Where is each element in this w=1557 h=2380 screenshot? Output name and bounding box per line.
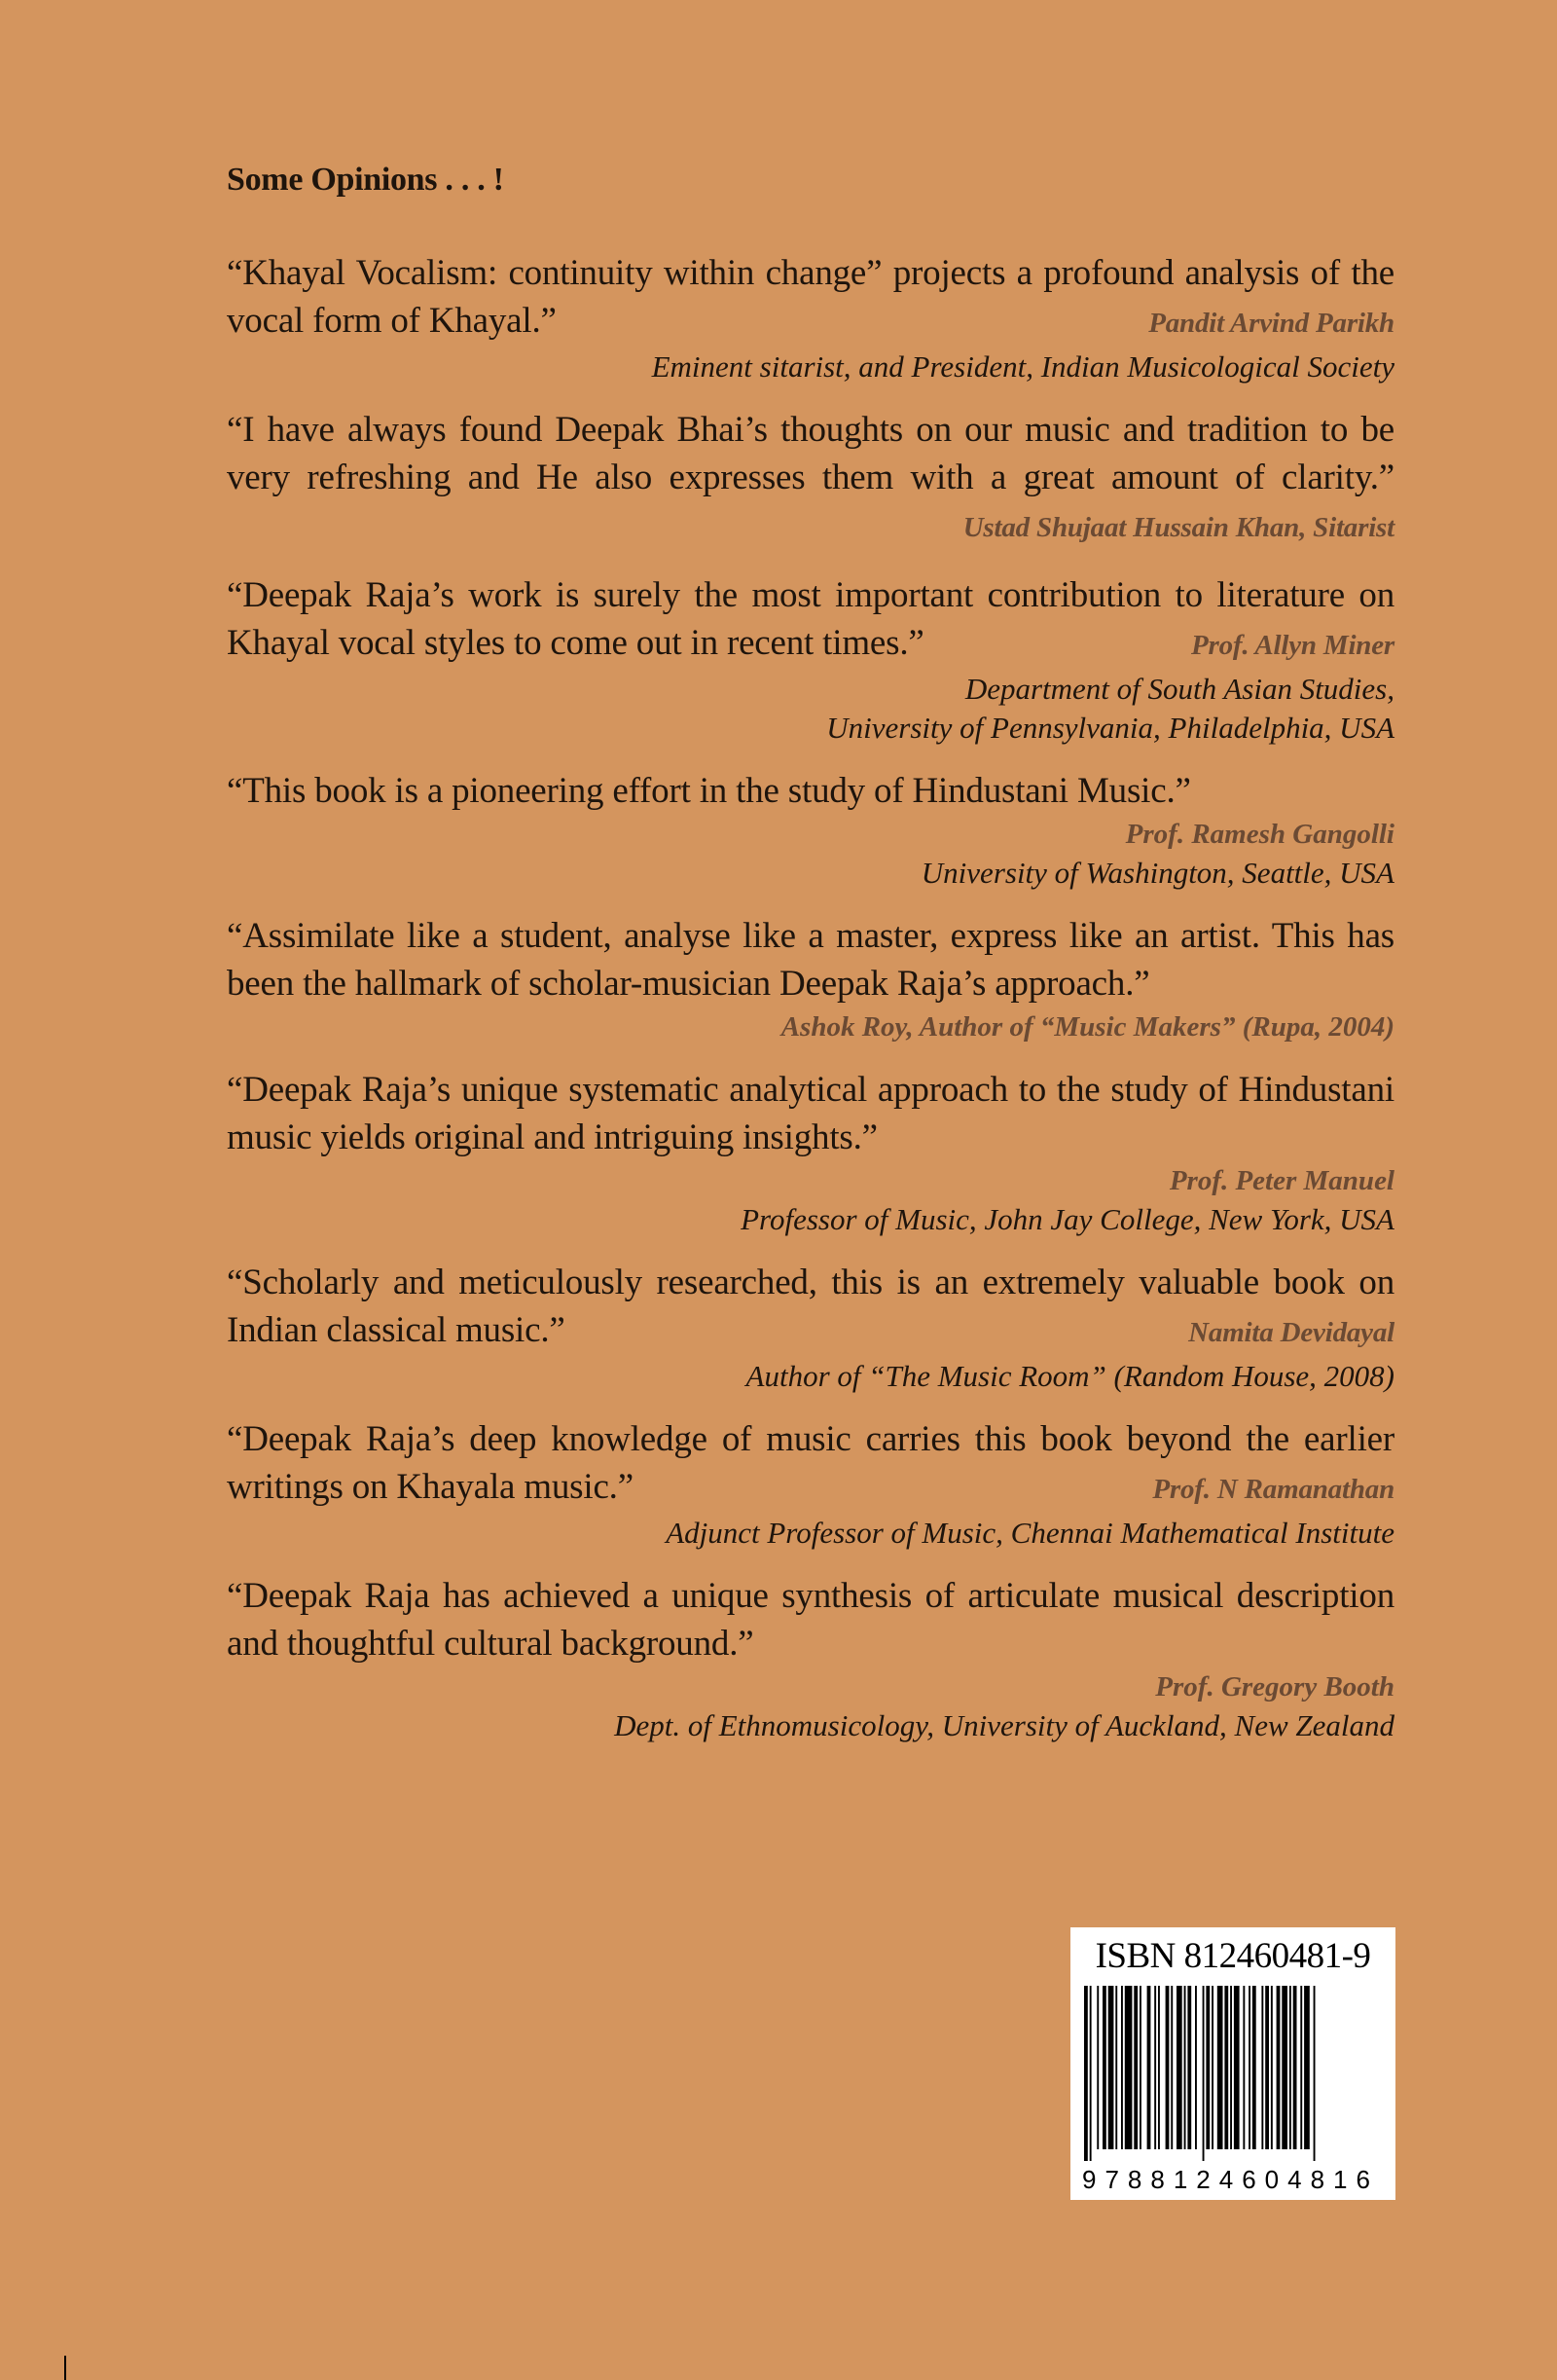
quote-body: “Khayal Vocalism: continuity within change” projects a profound analysis of the vocal form of Khayal.” (227, 253, 1394, 341)
quotes-list (227, 249, 1394, 1765)
quote-text (227, 1572, 1394, 1667)
quote-block (227, 406, 1394, 552)
quote-author: Ashok Roy, Author of “Music Makers” (Rupa, 2004) (780, 1011, 1394, 1043)
quote-body: “This book is a pioneering effort in the study of Hindustani Music.” (227, 771, 1191, 811)
quote-body: “Deepak Raja’s unique systematic analytical approach to the study of Hindustani music yields original and intriguing insights.” (227, 1070, 1394, 1157)
quote-block (227, 767, 1394, 893)
quote-author: Ustad Shujaat Hussain Khan, Sitarist (962, 512, 1394, 543)
quote-author: Prof. N Ramanathan (1152, 1474, 1394, 1505)
quote-author: Prof. Peter Manuel (1169, 1165, 1394, 1196)
quote-affiliation: Professor of Music, John Jay College, New York, USA (741, 1202, 1394, 1236)
quote-body: “Deepak Raja has achieved a unique synthesis of articulate musical description and thoughtful cultural background.” (227, 1576, 1394, 1664)
quote-text (227, 406, 1394, 552)
isbn-text: ISBN 812460481-9 (1095, 1936, 1371, 1976)
barcode-icon (1082, 1986, 1384, 2161)
quote-block (227, 1572, 1394, 1745)
quote-author: Prof. Gregory Booth (1155, 1671, 1394, 1703)
quote-body: “I have always found Deepak Bhai’s thoughts on our music and tradition to be very refreshing and He also expresses them with a great amount of clarity.” (227, 410, 1394, 497)
quote-affiliation: Adjunct Professor of Music, Chennai Mathematical Institute (666, 1516, 1394, 1550)
quote-text (227, 1066, 1394, 1161)
quote-block (227, 912, 1394, 1046)
quote-author: Pandit Arvind Parikh (1148, 308, 1394, 339)
quote-block (227, 1259, 1394, 1396)
quote-body: “Scholarly and meticulously researched, this is an extremely valuable book on Indian classical music.” (227, 1263, 1394, 1350)
ean-digits: 9788124604816 (1082, 2165, 1379, 2194)
quote-author: Namita Devidayal (1188, 1317, 1394, 1348)
quote-block (227, 571, 1394, 748)
quote-author: Prof. Allyn Miner (1190, 630, 1394, 661)
barcode-label (1070, 1927, 1395, 2200)
quote-text (227, 571, 1394, 670)
quote-block (227, 1415, 1394, 1553)
quote-affiliation: Eminent sitarist, and President, Indian Musicological Society (651, 349, 1394, 384)
section-heading: Some Opinions . . . ! (227, 162, 504, 198)
quote-text (227, 767, 1394, 815)
crop-mark (64, 2356, 66, 2380)
quote-block (227, 1066, 1394, 1239)
quote-affiliation: Department of South Asian Studies, (964, 672, 1394, 706)
quote-affiliation: Dept. of Ethnomusicology, University of Auckland, New Zealand (614, 1708, 1394, 1742)
quote-text (227, 249, 1394, 348)
quote-affiliation: University of Pennsylvania, Philadelphia, USA (826, 711, 1394, 745)
quote-body: “Deepak Raja’s deep knowledge of music carries this book beyond the earlier writings on Khayala music.” (227, 1419, 1394, 1507)
quote-author: Prof. Ramesh Gangolli (1125, 819, 1394, 850)
quote-affiliation: University of Washington, Seattle, USA (921, 856, 1394, 890)
quote-block (227, 249, 1394, 386)
quote-body: “Deepak Raja’s work is surely the most important contribution to literature on Khayal vocal styles to come out in recent times.” (227, 575, 1394, 663)
quote-text (227, 1415, 1394, 1514)
quote-text (227, 1259, 1394, 1357)
quote-affiliation: Author of “The Music Room” (Random House, 2008) (745, 1359, 1394, 1393)
quote-text (227, 912, 1394, 1007)
quote-body: “Assimilate like a student, analyse like a master, express like an artist. This has been the hallmark of scholar-musician Deepak Raja’s approach.” (227, 916, 1394, 1004)
